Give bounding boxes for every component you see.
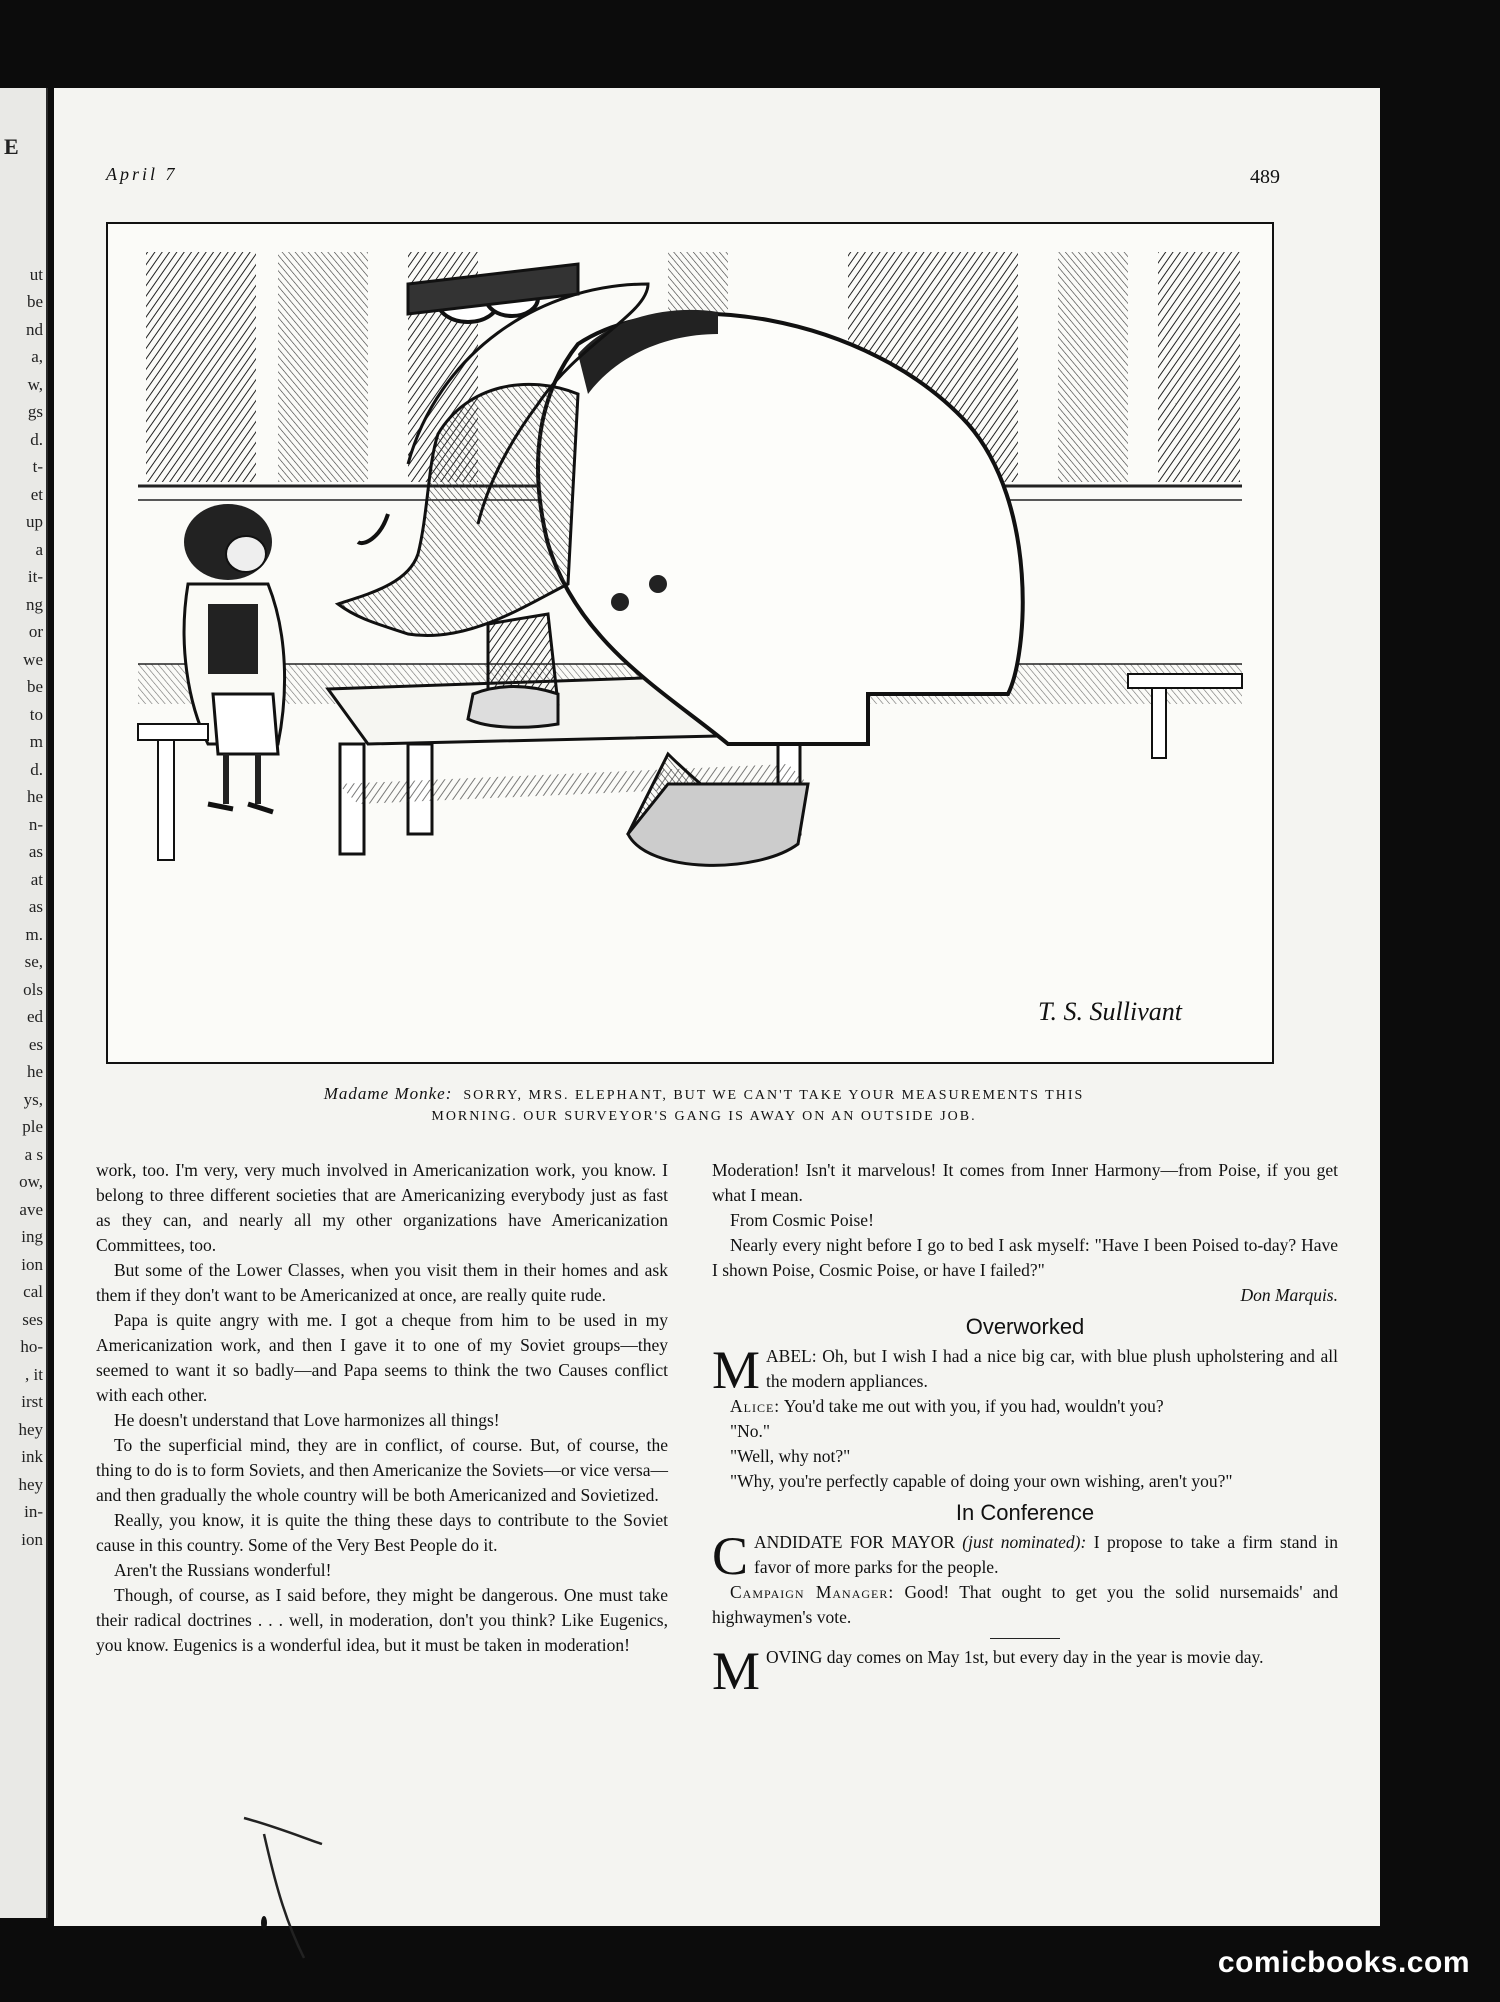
- facing-page-fragment: hey: [18, 1419, 43, 1439]
- facing-page-fragment: ses: [22, 1309, 43, 1329]
- facing-page-fragment: ing: [21, 1227, 43, 1246]
- paragraph: To the superficial mind, they are in conflict, of course. But, of course, the thing to do is to form Soviets, and then Americanize the Soviets—or vice versa—and then gradually the whole country will be both Americanized and Sovietized.: [96, 1435, 668, 1505]
- paragraph: Nearly every night before I go to bed I ask myself: "Have I been Poised to-day? Have I shown Poise, Cosmic Poise, or have I failed?": [712, 1235, 1338, 1280]
- facing-page-fragment: se,: [24, 952, 43, 971]
- facing-page-fragment: he: [26, 787, 43, 806]
- paragraph: Though, of course, as I said before, they might be dangerous. One must take their radical doctrines . . . well, in moderation, don't you think? Like Eugenics, you know. Eugenics is a wonderful idea, but it must be taken in moderation!: [96, 1585, 668, 1655]
- stray-pencil-marks: [204, 1798, 404, 1968]
- dialogue-line: "Why, you're perfectly capable of doing your own wishing, aren't you?": [730, 1471, 1233, 1491]
- caption-speaker: Madame Monke:: [323, 1084, 453, 1103]
- cartoon-caption: [134, 1082, 1274, 1127]
- facing-page-fragment: a: [35, 539, 43, 559]
- facing-page-fragment: at: [30, 869, 43, 889]
- dialogue-candidate: CANDIDATE FOR MAYOR (just nominated): I propose to take a firm stand in favor of more parks for the people.: [712, 1526, 1338, 1586]
- facing-page-fragment: t-: [32, 457, 43, 476]
- drop-cap: M: [712, 1340, 761, 1400]
- issue-date: April 7: [106, 164, 178, 184]
- paragraph: Really, you know, it is quite the thing these days to contribute to the Soviet cause in this country. Some of the Very Best People do it.: [96, 1510, 668, 1555]
- left-text-column: [96, 1158, 668, 1658]
- facing-page-fragment: as: [28, 842, 43, 861]
- facing-page-fragment: ys,: [23, 1089, 43, 1109]
- caption-line-1: SORRY, MRS. ELEPHANT, BUT WE CAN'T TAKE YOUR MEASUREMENTS THIS: [463, 1088, 1085, 1103]
- facing-page-fragment: or: [28, 622, 43, 641]
- moving-day-paragraph: MOVING day comes on May 1st, but every day in the year is movie day.: [712, 1641, 1264, 1701]
- paragraph: He doesn't understand that Love harmonizes all things!: [114, 1410, 500, 1430]
- facing-page-fragment: d.: [30, 429, 43, 449]
- facing-page-fragment: n-: [28, 814, 43, 834]
- facing-page-fragment: we: [23, 649, 43, 669]
- facing-page-fragment: hey: [18, 1474, 43, 1494]
- facing-page-fragment: up: [26, 512, 43, 531]
- dialogue-line: "No.": [730, 1421, 771, 1441]
- facing-page-fragment: ow,: [19, 1172, 43, 1191]
- watermark-text: comicbooks.com: [1217, 1946, 1470, 1979]
- facing-page-fragment: cal: [23, 1282, 43, 1301]
- cartoon-illustration: [106, 222, 1274, 1064]
- facing-page-fragment: irst: [21, 1392, 43, 1411]
- section-divider: [990, 1638, 1060, 1639]
- paragraph: Papa is quite angry with me. I got a cheque from him to be used in my Americanization work, and then I gave it to one of my Soviet groups—they seemed to want it so badly—and Papa seems to think the two Causes conflict with each other.: [96, 1310, 668, 1405]
- caption-line-2: MORNING. OUR SURVEYOR'S GANG IS AWAY ON AN OUTSIDE JOB.: [431, 1108, 977, 1124]
- facing-page-fragment: ut: [29, 264, 43, 284]
- facing-page-fragment: d.: [30, 759, 43, 779]
- facing-page-fragment: E: [4, 134, 19, 159]
- artist-signature: T. S. Sullivant: [1038, 997, 1182, 1026]
- facing-page-fragment: et: [30, 484, 43, 504]
- facing-page-fragment: ave: [19, 1199, 43, 1219]
- cartoon-drawing: [108, 224, 1272, 1062]
- dialogue-manager: Campaign Manager: Good! That ought to get you the solid nursemaids' and highwaymen's vote.: [712, 1582, 1338, 1627]
- facing-page-fragment: , it: [25, 1364, 43, 1384]
- facing-page-fragment: ion: [21, 1254, 43, 1274]
- facing-page-fragment: nd: [26, 319, 43, 339]
- right-text-column: [712, 1158, 1339, 1701]
- facing-page-fragment: ink: [21, 1447, 43, 1466]
- facing-page-fragment: a,: [31, 347, 43, 366]
- facing-page-fragment: he: [26, 1062, 43, 1081]
- page-number: 489: [1250, 166, 1280, 188]
- facing-page-fragment: be: [26, 292, 43, 311]
- drop-cap: C: [712, 1526, 749, 1586]
- facing-page-fragment: es: [28, 1034, 43, 1054]
- paragraph: From Cosmic Poise!: [730, 1210, 874, 1230]
- facing-page-fragment: it-: [27, 567, 43, 586]
- dialogue-mabel: MABEL: Oh, but I wish I had a nice big car, with blue plush upholstering and all the modern appliances.: [712, 1340, 1339, 1400]
- facing-page-fragment: to: [29, 704, 43, 724]
- facing-page-fragment: gs: [27, 402, 43, 421]
- facing-page-fragment: m: [29, 732, 43, 751]
- facing-page-fragment: ho-: [20, 1337, 43, 1356]
- facing-page-fragment: be: [26, 677, 43, 696]
- magazine-page: [54, 88, 1380, 1926]
- author-signature: Don Marquis.: [1240, 1285, 1338, 1305]
- facing-page-fragment: in-: [24, 1502, 43, 1521]
- facing-page-fragment: m.: [25, 924, 43, 944]
- facing-page-fragment: ed: [26, 1007, 43, 1026]
- facing-page-fragment: as: [28, 897, 43, 916]
- section-title-conference: In Conference: [955, 1500, 1095, 1525]
- facing-page-fragment: ng: [26, 594, 43, 614]
- facing-page-fragment: ion: [21, 1529, 43, 1549]
- paragraph: Moderation! Isn't it marvelous! It comes from Inner Harmony—from Poise, if you get what I mean.: [712, 1160, 1338, 1205]
- drop-cap: M: [712, 1641, 761, 1701]
- facing-page-edge: [0, 88, 48, 1918]
- dialogue-line: "Well, why not?": [730, 1446, 851, 1466]
- facing-page-fragment: ols: [23, 979, 43, 999]
- paragraph: But some of the Lower Classes, when you visit them in their homes and ask them if they don't want to be Americanized at once, are really quite rude.: [96, 1260, 668, 1305]
- facing-page-fragment: w,: [27, 374, 43, 394]
- section-title-overworked: Overworked: [965, 1314, 1085, 1339]
- dialogue-alice: Alice: You'd take me out with you, if you had, wouldn't you?: [730, 1396, 1164, 1416]
- monkey-figure: [184, 504, 285, 812]
- facing-page-fragment: ple: [22, 1117, 43, 1136]
- paragraph: Aren't the Russians wonderful!: [114, 1560, 332, 1580]
- paragraph: work, too. I'm very, very much involved in Americanization work, you know. I belong to three different societies that are Americanizing everybody just as fast as they can, and nearly all my other organizations have Americanization Committees, too.: [96, 1160, 668, 1255]
- facing-page-fragment: a s: [24, 1144, 43, 1164]
